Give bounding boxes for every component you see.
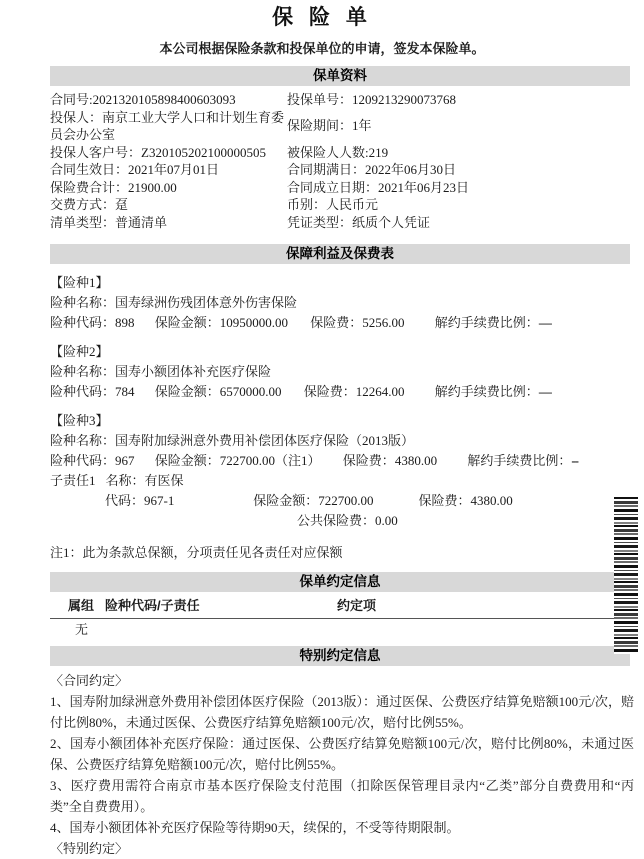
- field-value: 普通清单: [115, 214, 168, 230]
- section-header-special: 特别约定信息: [50, 646, 630, 666]
- policy-info-row: [50, 179, 630, 197]
- special-term: 1、国寿附加绿洲意外费用补偿团体医疗保险（2013版）：通过医保、公费医疗结算免赔额100元/次，赔付比例80%，未通过医保、公费医疗结算免赔额100元/次，赔付比例55%。: [50, 694, 634, 730]
- benefit-code: 784: [115, 384, 135, 399]
- field-label: 投保人客户号：: [50, 144, 142, 160]
- policy-info-row: [50, 91, 630, 109]
- field-label: 投保人：: [50, 109, 103, 125]
- field-value: 人民币元: [326, 197, 379, 212]
- document-content: [50, 66, 634, 859]
- benefit-amount: 722700.00（注1）: [219, 453, 321, 468]
- sub-liability-tag: 子责任1: [50, 473, 96, 488]
- sub-liability-amount: 722700.00: [318, 493, 374, 508]
- special-contract-tag: 〈合同约定〉: [50, 673, 129, 688]
- field-value: 21900.00: [128, 179, 177, 195]
- field-label: 保险费：: [342, 453, 395, 468]
- benefit-premium: 12264.00: [355, 384, 405, 399]
- field-value: 纸质个人凭证: [352, 214, 431, 230]
- special-term: 4、国寿小额团体补充医疗保险等待期90天，续保的，不受等待期限制。: [50, 820, 460, 835]
- benefit-tag: 【险种3】: [50, 413, 109, 428]
- public-premium-row: [50, 511, 630, 531]
- field-label: 险种代码：: [50, 453, 116, 468]
- field-label: 保险费：: [418, 493, 471, 508]
- field-label: 凭证类型：: [287, 214, 353, 230]
- benefit-item-3: [50, 411, 630, 531]
- benefit-name: 国寿小额团体补充医疗保险: [115, 364, 272, 379]
- field-label: 交费方式：: [50, 197, 116, 212]
- field-label: 解约手续费比例：: [467, 453, 572, 468]
- benefit-code: 898: [115, 315, 135, 330]
- benefit-tag: 【险种2】: [50, 344, 109, 359]
- field-label: 合同号:: [50, 92, 93, 107]
- policy-info-row: [50, 214, 630, 232]
- special-term: 3、医疗费用需符合南京市基本医疗保险支付范围（扣除医保管理目录内“乙类”部分自费费用和“丙类”全自费费用）。: [50, 778, 634, 814]
- section-header-policy-info: 保单资料: [50, 66, 630, 86]
- field-value: Z320105202100000505: [141, 144, 266, 160]
- special-term: 2、国寿小额团体补充医疗保险：通过医保、公费医疗结算免赔额100元/次，赔付比例80%，未通过医保、公费医疗结算免赔额100元/次，赔付比例55%。: [50, 736, 634, 772]
- field-label: 币别：: [287, 197, 327, 212]
- field-label: 保险费：: [310, 315, 363, 330]
- column-header-item: 约定项: [337, 598, 377, 613]
- policy-info-row: [50, 109, 630, 144]
- field-value: 2021年06月23日: [378, 179, 470, 195]
- column-header-group: 属组: [68, 598, 95, 613]
- agreement-table-row: [50, 619, 630, 642]
- field-label: 合同生效日：: [50, 162, 129, 177]
- field-value: 1年: [352, 118, 372, 134]
- field-label: 保险期间：: [287, 118, 353, 134]
- sub-liability-detail-row: [50, 491, 630, 511]
- sub-liability-name: 有医保: [144, 473, 184, 488]
- field-label: 险种名称：: [50, 364, 116, 379]
- benefit-name: 国寿绿洲伤残团体意外伤害保险: [115, 295, 298, 310]
- benefit-premium: 5256.00: [362, 315, 405, 330]
- policy-info-row: [50, 144, 630, 162]
- field-value: 2021320105898400603093: [92, 92, 236, 107]
- field-label: 名称：: [105, 473, 145, 488]
- field-label: 保险金额：: [154, 453, 220, 468]
- field-label: 解约手续费比例：: [434, 384, 539, 399]
- field-label: 公共保险费：: [297, 513, 376, 528]
- field-value: 南京工业大学人口和计划生育委员会办公室: [50, 109, 285, 142]
- field-label: 合同成立日期：: [287, 179, 379, 195]
- field-value: 2021年07月01日: [128, 162, 220, 177]
- field-label: 解约手续费比例：: [434, 315, 539, 330]
- benefit-code: 967: [115, 453, 135, 468]
- column-header-code: 险种代码/子责任: [105, 598, 200, 613]
- field-label: 保险费合计：: [50, 179, 129, 195]
- field-label: 险种名称：: [50, 433, 116, 448]
- field-label: 保险费：: [303, 384, 356, 399]
- special-agreement-tag: 〈特别约定〉: [50, 841, 129, 856]
- benefit-fee: —: [538, 315, 551, 330]
- public-premium-value: 0.00: [375, 513, 398, 528]
- policy-info-row: [50, 196, 630, 214]
- benefit-item-2: [50, 342, 630, 402]
- sub-liability-premium: 4380.00: [470, 493, 513, 508]
- field-value: 219: [368, 144, 389, 160]
- field-label: 险种代码：: [50, 315, 116, 330]
- field-label: 清单类型：: [50, 214, 116, 230]
- agreement-table-header: [50, 592, 630, 619]
- field-label: 险种名称：: [50, 295, 116, 310]
- benefit-fee: --: [571, 453, 578, 468]
- benefit-name: 国寿附加绿洲意外费用补偿团体医疗保险（2013版）: [115, 433, 415, 448]
- benefits-footnote: 注1：此为条款总保额，分项责任见各责任对应保额: [50, 545, 343, 560]
- field-label: 合同期满日：: [287, 162, 366, 177]
- policy-info-row: [50, 161, 630, 179]
- field-value: 趸: [115, 197, 129, 212]
- benefit-fee: —: [538, 384, 551, 399]
- policy-info-grid: [50, 91, 630, 231]
- benefit-item-1: [50, 273, 630, 333]
- field-label: 保险金额：: [154, 384, 220, 399]
- field-label: 保险金额：: [253, 493, 319, 508]
- section-header-benefits: 保障利益及保费表: [50, 244, 630, 264]
- benefit-amount: 10950000.00: [219, 315, 289, 330]
- field-value: 2022年06月30日: [365, 162, 457, 177]
- field-label: 保险金额：: [154, 315, 220, 330]
- benefit-amount: 6570000.00: [219, 384, 282, 399]
- barcode: [614, 497, 638, 654]
- benefit-premium: 4380.00: [394, 453, 438, 468]
- field-label: 投保单号：: [287, 92, 353, 107]
- field-label: 被保险人人数:: [287, 144, 369, 160]
- agreement-empty-value: 无: [75, 622, 89, 637]
- page-title: 保 险 单: [272, 6, 372, 29]
- sub-liability-row: [50, 471, 630, 491]
- field-label: 代码：: [105, 493, 145, 508]
- field-value: 1209213290073768: [352, 92, 457, 107]
- page-subtitle: 本公司根据保险条款和投保单位的申请，签发本保险单。: [159, 41, 485, 56]
- section-header-agreement: 保单约定信息: [50, 572, 630, 592]
- sub-liability-code: 967-1: [144, 493, 175, 508]
- field-label: 险种代码：: [50, 384, 116, 399]
- benefit-tag: 【险种1】: [50, 275, 109, 290]
